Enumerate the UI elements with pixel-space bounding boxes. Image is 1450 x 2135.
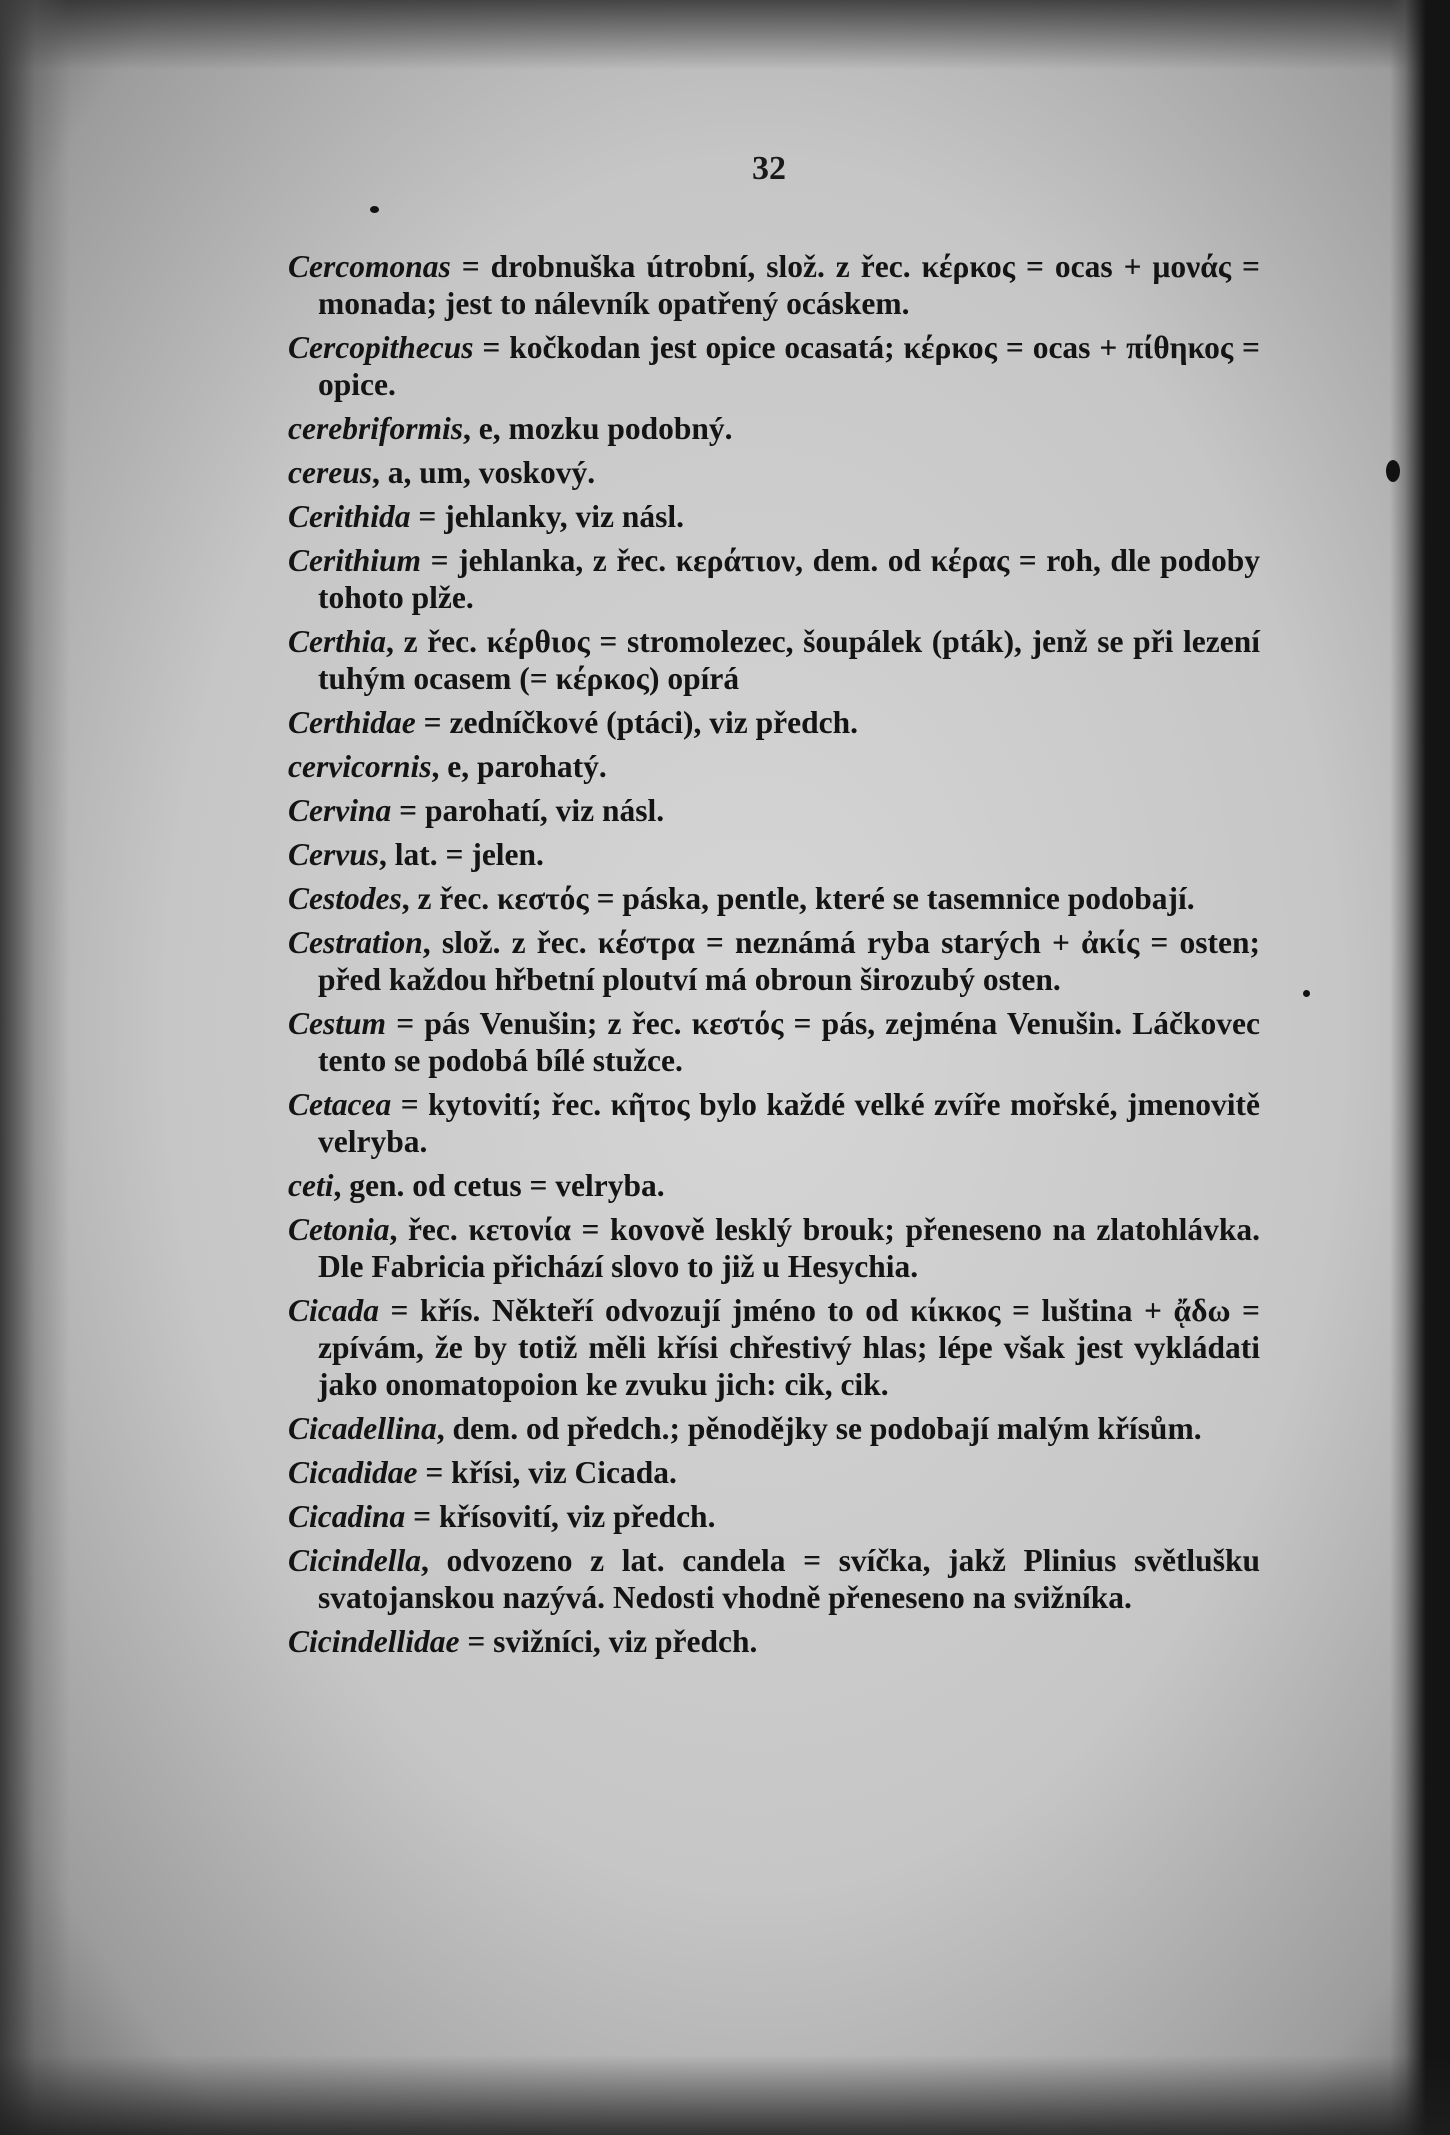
entry-definition: = drobnuška útrobní, slož. z řec. κέρκος = ocas + μονάς = monada; jest to nálevník opatřený ocáskem. (318, 249, 1260, 321)
scan-shadow-bottom (0, 2055, 1450, 2135)
entry-definition: , odvozeno z lat. candela = svíčka, jakž Plinius světlušku svatojanskou nazývá. Nedosti vhodně přeneseno na svižníka. (318, 1543, 1260, 1615)
entry-headword: Certhia (288, 624, 387, 659)
dictionary-entry (288, 623, 1260, 697)
entry-definition: , z řec. κέρθιος = stromolezec, šoupálek (pták), jenž se při lezení tuhým ocasem (= κέρκος) opírá (318, 624, 1260, 696)
dictionary-entry (288, 1542, 1260, 1616)
entry-definition: = kočkodan jest opice ocasatá; κέρκος = ocas + πίθηκος = opice. (318, 330, 1260, 402)
dictionary-entry (288, 792, 1260, 829)
dictionary-entry (288, 329, 1260, 403)
entry-headword: cerebriformis (288, 411, 463, 446)
entry-headword: Cetonia (288, 1212, 390, 1247)
entry-definition: = křís. Někteří odvozují jméno to od κίκκος = luština + ᾄδω = zpívám, že by totiž měli křísi chřestivý hlas; lépe však jest vykládati jako onomatopoion ke zvuku jich: cik, cik. (318, 1293, 1260, 1402)
entry-headword: Cervus (288, 837, 380, 872)
dictionary-entry (288, 704, 1260, 741)
dictionary-entry (288, 542, 1260, 616)
entry-definition: , e, parohatý. (431, 749, 607, 784)
dictionary-entry (288, 1292, 1260, 1403)
entry-headword: Cestration (288, 925, 423, 960)
entry-headword: Cicindella (288, 1543, 421, 1578)
entry-definition: , a, um, voskový. (371, 455, 596, 490)
entry-headword: Cercomonas (288, 249, 451, 284)
ink-speck (1386, 460, 1400, 482)
dictionary-entry (288, 1410, 1260, 1447)
entry-headword: cervicornis (288, 749, 432, 784)
entry-definition: , e, mozku podobný. (462, 411, 733, 446)
entry-headword: Cicada (288, 1293, 379, 1328)
entry-definition: = pás Venušin; z řec. κεστός = pás, zejména Venušin. Láčkovec tento se podobá bílé stužce. (318, 1006, 1260, 1078)
entry-headword: Cetacea (288, 1087, 392, 1122)
entry-definition: = svižníci, viz předch. (459, 1624, 758, 1659)
entry-headword: Cerithida (288, 499, 411, 534)
dictionary-entry (288, 498, 1260, 535)
dictionary-entry (288, 1005, 1260, 1079)
entry-headword: Cerithium (288, 543, 422, 578)
dictionary-entry (288, 1623, 1260, 1660)
scan-shadow-top (0, 0, 1450, 70)
scan-shadow-right (1390, 0, 1450, 2135)
entry-headword: cereus (288, 455, 372, 490)
dictionary-entry (288, 1498, 1260, 1535)
page-number: 32 (752, 150, 786, 187)
entry-headword: Cervina (288, 793, 392, 828)
entry-headword: Cicadellina (288, 1411, 437, 1446)
entry-definition: , lat. = jelen. (379, 837, 544, 872)
entry-definition: = křísovití, viz předch. (405, 1499, 716, 1534)
ink-speck (1303, 990, 1310, 997)
dictionary-entry (288, 1211, 1260, 1285)
ink-speck (370, 206, 379, 213)
entry-definition: = jehlanky, viz násl. (410, 499, 685, 534)
dictionary-entry (288, 880, 1260, 917)
dictionary-entry (288, 410, 1260, 447)
entry-definition: , gen. od cetus = velryba. (333, 1168, 665, 1203)
entry-definition: , slož. z řec. κέστρα = neznámá ryba starých + ἀκίς = osten; před každou hřbetní ploutví má obroun širozubý osten. (318, 925, 1260, 997)
dictionary-entry (288, 836, 1260, 873)
entry-definition: = parohatí, viz násl. (391, 793, 665, 828)
entry-definition: = zedníčkové (ptáci), viz předch. (415, 705, 859, 740)
entry-headword: Cercopithecus (288, 330, 474, 365)
entry-headword: Cestum (288, 1006, 387, 1041)
entry-headword: Cicadina (288, 1499, 406, 1534)
entry-headword: Cicadidae (288, 1455, 418, 1490)
entry-definition: , řec. κετονία = kovově lesklý brouk; přeneseno na zlatohlávka. Dle Fabricia přichází slovo to již u Hesychia. (318, 1212, 1260, 1284)
dictionary-entry (288, 924, 1260, 998)
entry-definition: = křísi, viz Cicada. (417, 1455, 677, 1490)
dictionary-entry (288, 748, 1260, 785)
entry-headword: Cestodes (288, 881, 402, 916)
entry-definition: , z řec. κεστός = páska, pentle, které se tasemnice podobají. (401, 881, 1195, 916)
scan-shadow-left (0, 0, 70, 2135)
dictionary-entry (288, 1454, 1260, 1491)
entry-definition: , dem. od předch.; pěnodějky se podobají malým křísům. (436, 1411, 1202, 1446)
entry-headword: Certhidae (288, 705, 416, 740)
entry-definition: = jehlanka, z řec. κεράτιον, dem. od κέρας = roh, dle podoby tohoto plže. (318, 543, 1260, 615)
dictionary-entries (288, 248, 1260, 1667)
entry-headword: Cicindellidae (288, 1624, 460, 1659)
entry-headword: ceti (288, 1168, 334, 1203)
dictionary-entry (288, 248, 1260, 322)
dictionary-entry (288, 1086, 1260, 1160)
dictionary-entry (288, 1167, 1260, 1204)
dictionary-entry (288, 454, 1260, 491)
entry-definition: = kytovití; řec. κῆτος bylo každé velké zvíře mořské, jmenovitě velryba. (318, 1087, 1260, 1159)
